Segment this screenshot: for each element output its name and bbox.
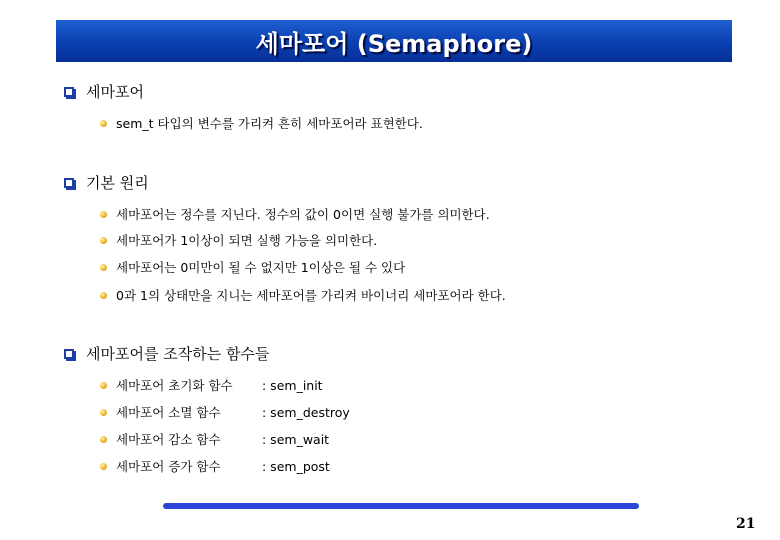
function-description: 세마포어 초기화 함수 [116, 378, 233, 393]
list-item [100, 231, 377, 249]
function-row [100, 430, 329, 448]
section-basic-principle [64, 172, 149, 193]
page-number: 21 [736, 516, 756, 532]
item-text: 세마포어는 0미만이 될 수 없지만 1이상은 될 수 있다 [116, 260, 406, 275]
section-label: 세마포어를 조작하는 함수들 [86, 345, 270, 363]
function-description: 세마포어 감소 함수 [116, 432, 221, 447]
item-text: 세마포어는 정수를 지닌다. 정수의 값이 0이면 실행 불가를 의미한다. [116, 207, 490, 222]
bullet-dot-icon [100, 463, 107, 470]
section-functions [64, 343, 269, 364]
function-name: : sem_init [262, 377, 323, 393]
bullet-dot-icon [100, 292, 107, 299]
section-semaphore [64, 81, 144, 102]
item-text: sem_t 타입의 변수를 가리켜 흔히 세마포어라 표현한다. [116, 116, 423, 131]
function-description: 세마포어 소멸 함수 [116, 405, 221, 420]
list-item [100, 114, 423, 132]
bullet-dot-icon [100, 382, 107, 389]
list-item [100, 258, 405, 276]
bullet-dot-icon [100, 409, 107, 416]
item-text: 세마포어가 1이상이 되면 실행 가능을 의미한다. [116, 233, 378, 248]
section-label: 기본 원리 [86, 174, 149, 192]
title-bar [56, 20, 732, 62]
list-item [100, 286, 506, 304]
function-name: : sem_destroy [262, 404, 350, 420]
function-row [100, 403, 350, 421]
checkbox-bullet-icon [64, 87, 74, 97]
list-item [100, 205, 490, 223]
function-name: : sem_wait [262, 431, 330, 447]
bullet-dot-icon [100, 264, 107, 271]
bullet-dot-icon [100, 120, 107, 127]
checkbox-bullet-icon [64, 349, 74, 359]
function-row [100, 376, 323, 394]
function-description: 세마포어 증가 함수 [116, 459, 221, 474]
function-row [100, 457, 330, 475]
bullet-dot-icon [100, 237, 107, 244]
bullet-dot-icon [100, 436, 107, 443]
function-name: : sem_post [262, 458, 330, 474]
item-text: 0과 1의 상태만을 지니는 세마포어를 가리켜 바이너리 세마포어라 한다. [116, 288, 506, 303]
bullet-dot-icon [100, 211, 107, 218]
slide-title: 세마포어 (Semaphore) [255, 29, 533, 58]
footer-divider [163, 503, 639, 509]
section-label: 세마포어 [86, 83, 144, 101]
checkbox-bullet-icon [64, 178, 74, 188]
